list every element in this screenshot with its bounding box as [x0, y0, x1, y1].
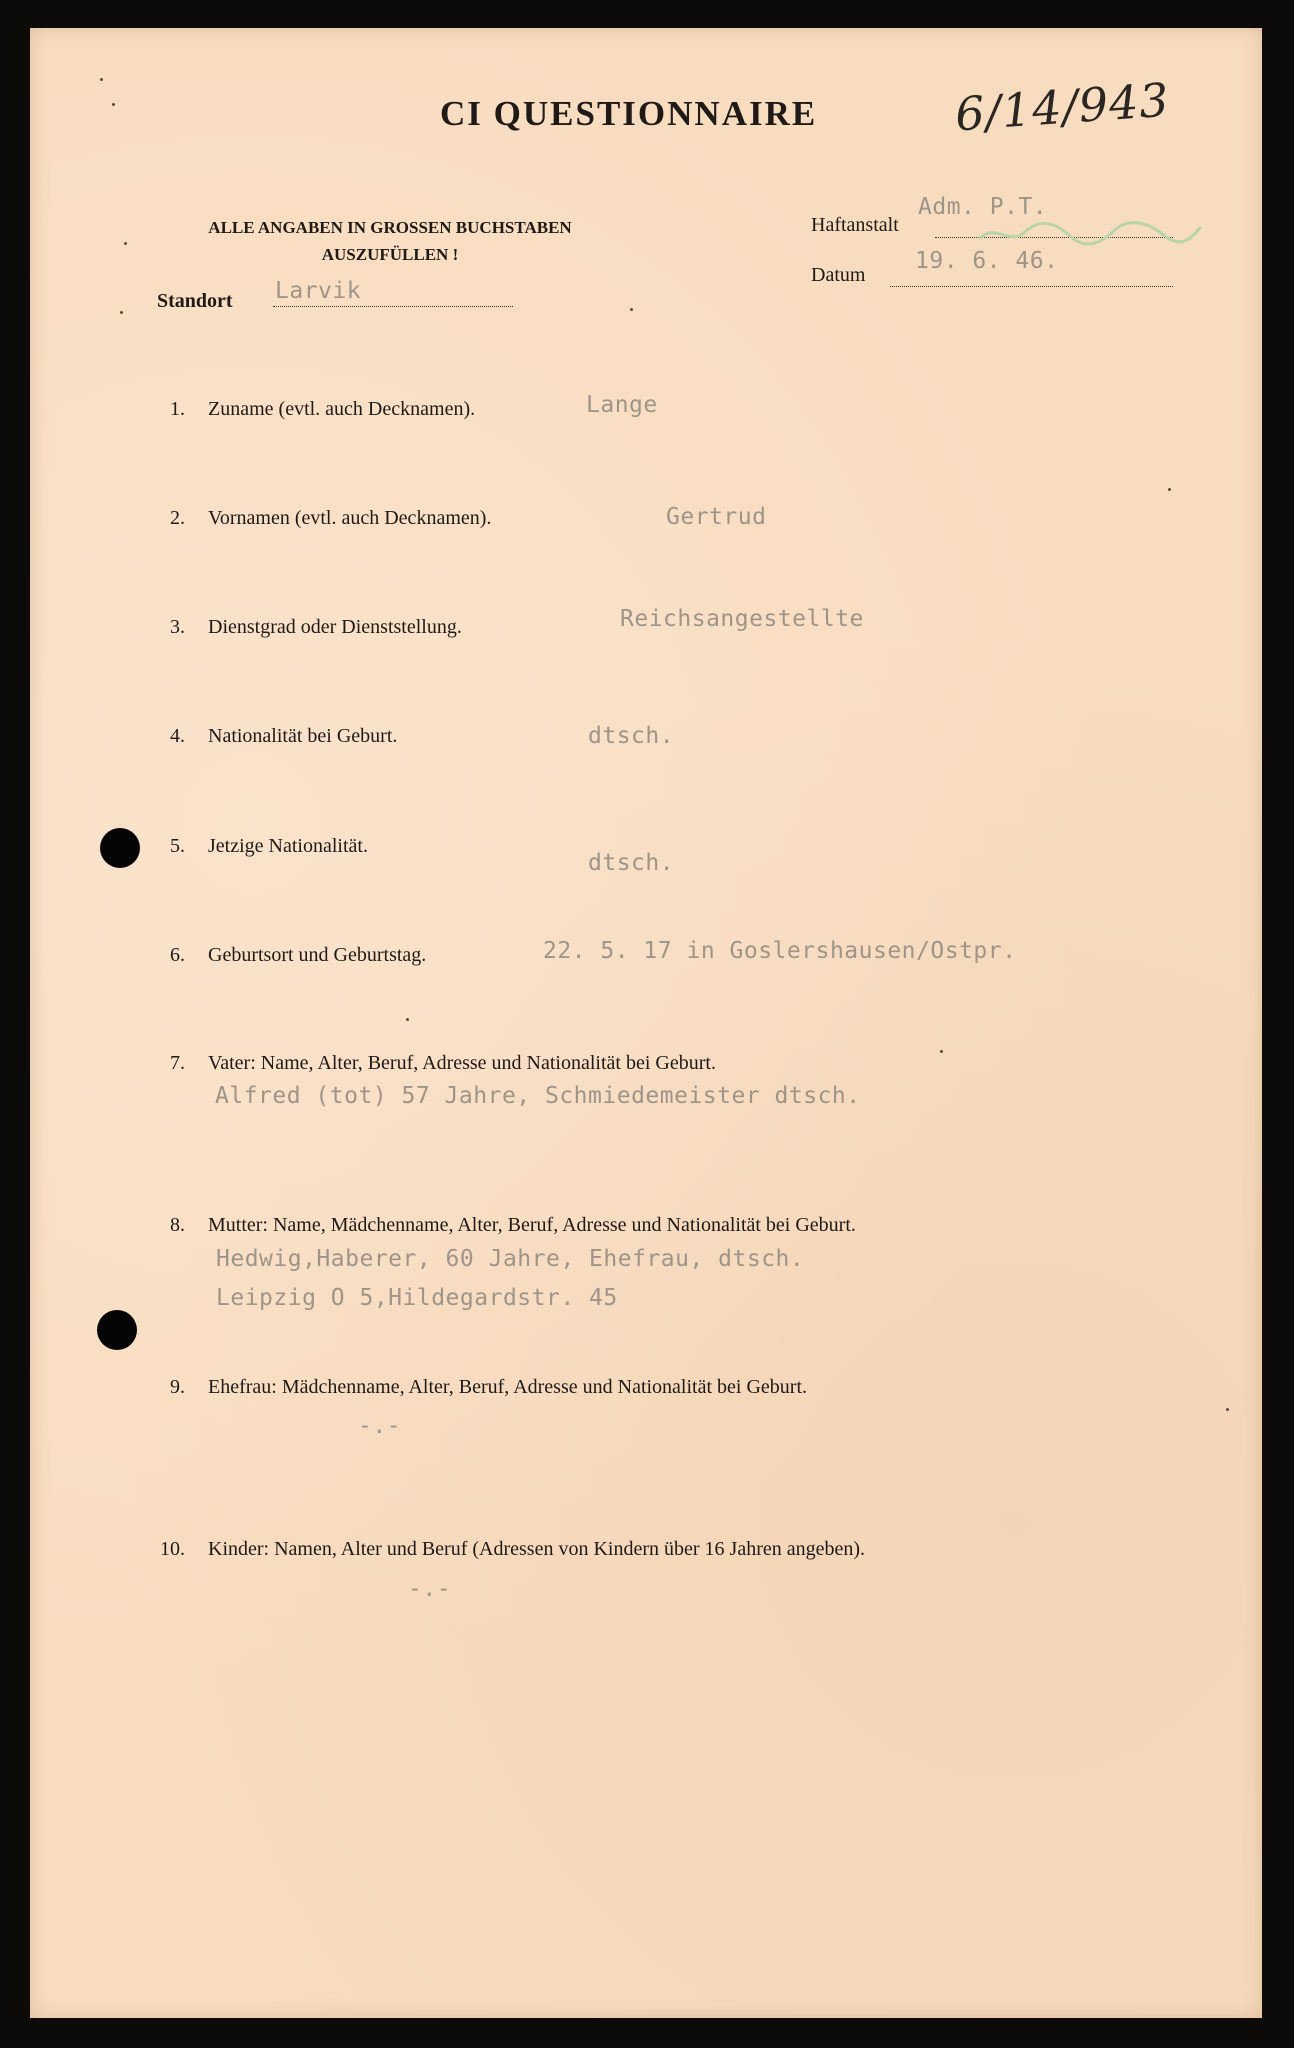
question-5-number: 5.	[170, 835, 185, 857]
paper-speck	[112, 103, 115, 106]
question-4-number: 4.	[170, 725, 185, 747]
datum-label: Datum	[811, 264, 866, 286]
question-5-label: Jetzige Nationalität.	[208, 835, 368, 857]
question-7-label: Vater: Name, Alter, Beruf, Adresse und Nationalität bei Geburt.	[208, 1052, 716, 1074]
haftanstalt-value: Adm. P.T.	[918, 194, 1048, 220]
standort-value: Larvik	[275, 278, 362, 304]
question-3-number: 3.	[170, 616, 185, 638]
question-1-number: 1.	[170, 398, 185, 420]
question-10-label: Kinder: Namen, Alter und Beruf (Adressen von Kindern über 16 Jahren angeben).	[208, 1538, 866, 1560]
paper-speck	[406, 1018, 409, 1021]
question-4-answer: dtsch.	[588, 723, 675, 749]
question-9-number: 9.	[170, 1376, 185, 1398]
handwritten-file-number: 6/14/943	[953, 72, 1172, 142]
question-3-answer: Reichsangestellte	[620, 606, 864, 632]
haftanstalt-label: Haftanstalt	[811, 214, 899, 236]
standort-label: Standort	[157, 290, 233, 312]
question-10-answer: -.-	[408, 1576, 452, 1602]
question-8-label: Mutter: Name, Mädchenname, Alter, Beruf, Adresse und Nationalität bei Geburt.	[208, 1214, 856, 1236]
green-ink-scribble-icon	[975, 218, 1205, 248]
paper-speck	[630, 308, 633, 311]
question-1-label: Zuname (evtl. auch Decknamen).	[208, 398, 476, 420]
question-5-answer: dtsch.	[588, 850, 675, 876]
questionnaire-sheet	[30, 28, 1262, 2018]
standort-line	[273, 306, 513, 307]
question-6-answer: 22. 5. 17 in Goslershausen/Ostpr.	[543, 938, 1017, 964]
question-7-number: 7.	[170, 1052, 185, 1074]
question-4-label: Nationalität bei Geburt.	[208, 725, 398, 747]
question-2-number: 2.	[170, 507, 185, 529]
question-3-label: Dienstgrad oder Dienststellung.	[208, 616, 462, 638]
question-7-answer: Alfred (tot) 57 Jahre, Schmiedemeister dtsch.	[215, 1083, 861, 1109]
punch-hole-upper	[100, 828, 140, 868]
form-title: CI QUESTIONNAIRE	[440, 94, 818, 133]
paper-speck	[1168, 488, 1171, 491]
question-1-answer: Lange	[586, 392, 658, 418]
datum-line	[890, 286, 1173, 287]
punch-hole-lower	[97, 1310, 137, 1350]
paper-speck	[124, 242, 127, 245]
question-9-label: Ehefrau: Mädchenname, Alter, Beruf, Adresse und Nationalität bei Geburt.	[208, 1376, 808, 1398]
question-8-answer-line-2: Leipzig O 5,Hildegardstr. 45	[216, 1285, 618, 1311]
instructions	[180, 214, 600, 268]
question-8-number: 8.	[170, 1214, 185, 1236]
question-10-number: 10.	[160, 1538, 185, 1560]
question-6-number: 6.	[170, 944, 185, 966]
paper-speck	[1226, 1408, 1229, 1411]
question-6-label: Geburtsort und Geburtstag.	[208, 944, 427, 966]
question-8-answer-line-1: Hedwig,Haberer, 60 Jahre, Ehefrau, dtsch.	[216, 1246, 805, 1272]
paper-speck	[100, 78, 103, 81]
datum-value: 19. 6. 46.	[915, 248, 1059, 274]
question-2-answer: Gertrud	[666, 504, 767, 530]
question-2-label: Vornamen (evtl. auch Decknamen).	[208, 507, 492, 529]
paper-speck	[120, 311, 123, 314]
instruction-line-2: AUSZUFÜLLEN !	[321, 245, 459, 264]
paper-speck	[940, 1050, 943, 1053]
question-9-answer: -.-	[358, 1413, 402, 1439]
instruction-line-1: ALLE ANGABEN IN GROSSEN BUCHSTABEN	[208, 218, 572, 237]
